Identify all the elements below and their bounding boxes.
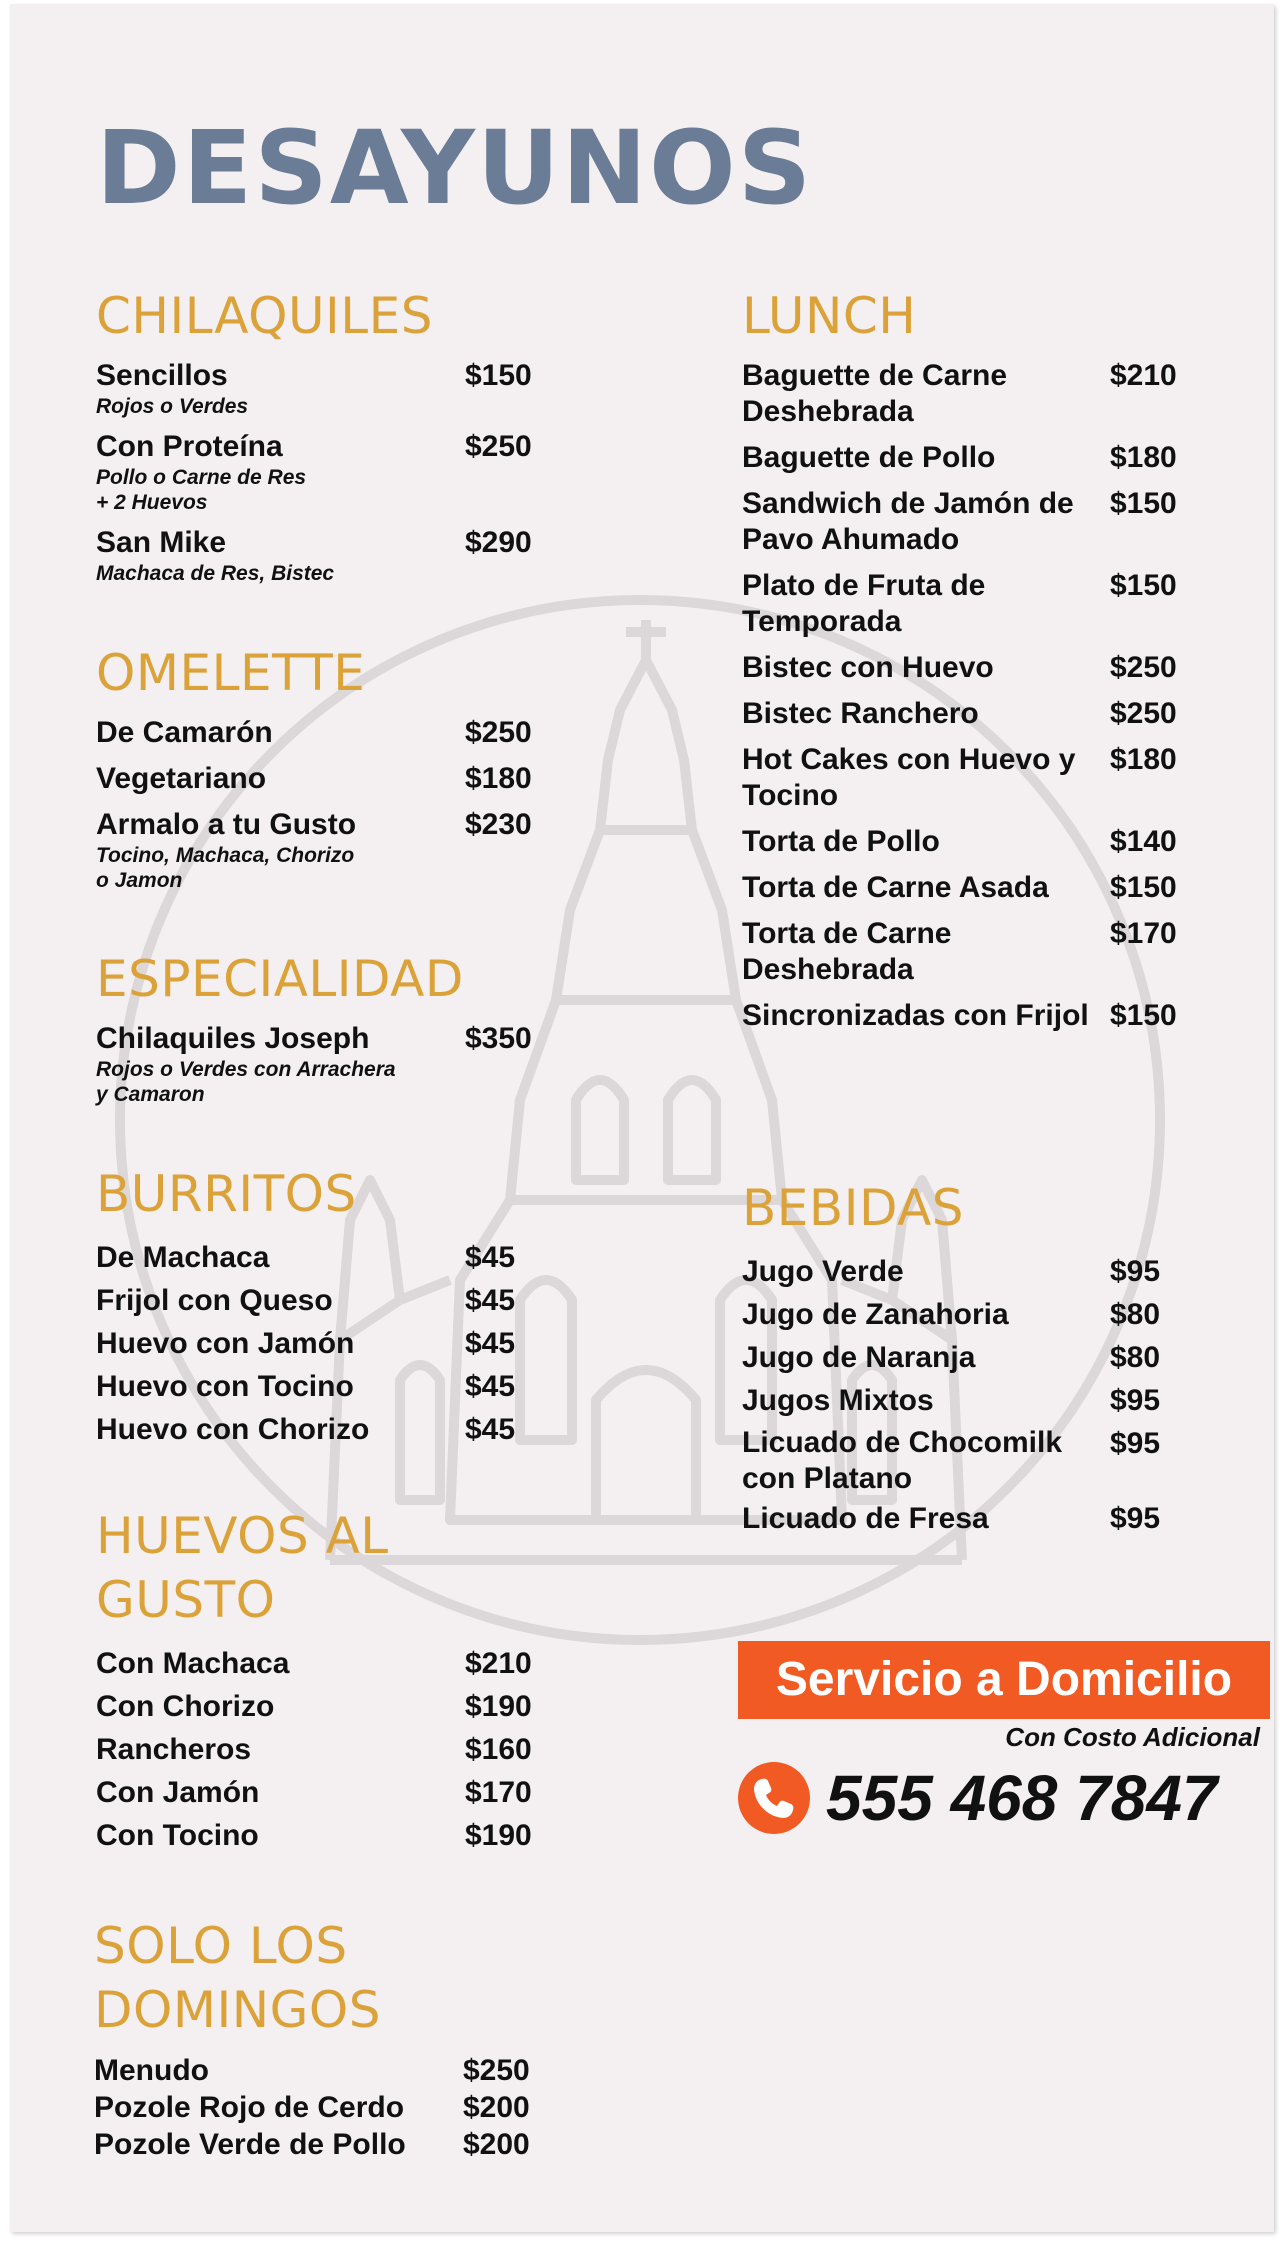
item-name: De Machaca xyxy=(96,1241,270,1274)
menu-item xyxy=(96,1642,566,1685)
item-name: Frijol con Queso xyxy=(96,1284,333,1317)
menu-item xyxy=(742,1250,1212,1293)
item-description: Machaca de Res, Bistec xyxy=(96,562,335,585)
item-price: $230 xyxy=(465,808,532,841)
item-name: Con Proteína xyxy=(96,430,283,463)
menu-item xyxy=(742,696,1212,732)
item-price: $290 xyxy=(465,526,532,559)
phone-icon xyxy=(738,1762,810,1834)
menu-item xyxy=(742,1336,1212,1379)
menu-item xyxy=(742,568,1212,640)
item-name: Baguette de Pollo xyxy=(742,441,996,474)
section-heading xyxy=(94,1914,564,2042)
menu-item xyxy=(96,1771,566,1814)
item-description: Rojos o Verdes con Arrachera y Camaron xyxy=(96,1058,396,1106)
item-price: $45 xyxy=(465,1241,516,1274)
section-heading: ESPECIALIDAD xyxy=(96,950,464,1008)
item-price: $45 xyxy=(465,1284,516,1317)
item-name: Jugo Verde xyxy=(742,1255,904,1288)
item-price: $45 xyxy=(465,1370,516,1403)
section-especialidad xyxy=(96,947,566,1117)
item-price: $80 xyxy=(1110,1298,1161,1331)
item-name: San Mike xyxy=(96,526,227,559)
item-price: $45 xyxy=(465,1413,516,1446)
delivery-note: Con Costo Adicional xyxy=(1005,1722,1260,1752)
item-price: $140 xyxy=(1110,825,1177,858)
section-solo-los-domingos xyxy=(94,1914,564,2163)
item-price: $160 xyxy=(465,1733,532,1766)
item-name: Jugos Mixtos xyxy=(742,1384,934,1417)
section-chilaquiles xyxy=(96,284,566,596)
section-heading: OMELETTE xyxy=(96,644,366,702)
item-name: Bistec con Huevo xyxy=(742,651,994,684)
item-price: $180 xyxy=(1110,441,1177,474)
item-price: $210 xyxy=(465,1647,532,1680)
item-price: $95 xyxy=(1110,1384,1161,1417)
item-price: $350 xyxy=(465,1022,532,1055)
section-heading xyxy=(96,1504,566,1632)
item-price: $250 xyxy=(465,430,532,463)
menu-item xyxy=(742,486,1212,558)
menu-item xyxy=(96,807,566,893)
section-lunch xyxy=(742,284,1212,1044)
item-description: Pollo o Carne de Res + 2 Huevos xyxy=(96,466,307,514)
menu-item xyxy=(742,1293,1212,1336)
item-name: Sincronizadas con Frijol xyxy=(742,999,1089,1032)
item-price: $190 xyxy=(465,1690,532,1723)
menu-item xyxy=(742,870,1212,906)
menu-item xyxy=(742,1422,1212,1497)
menu-item xyxy=(96,525,566,586)
item-name: Sencillos xyxy=(96,359,228,392)
item-name: Jugo de Zanahoria xyxy=(742,1298,1009,1331)
section-heading: LUNCH xyxy=(742,287,917,345)
item-price: $95 xyxy=(1110,1427,1161,1460)
section-burritos xyxy=(96,1162,566,1451)
item-name: Rancheros xyxy=(96,1733,252,1766)
menu-item xyxy=(96,1685,566,1728)
item-price: $150 xyxy=(1110,569,1177,602)
menu-item xyxy=(96,1021,566,1107)
menu-item xyxy=(96,429,566,515)
menu-item xyxy=(96,1322,566,1365)
section-bebidas xyxy=(742,1176,1212,1540)
menu-item xyxy=(96,1814,566,1857)
item-name: Vegetariano xyxy=(96,762,267,795)
menu-item xyxy=(742,358,1212,430)
item-price: $200 xyxy=(463,2128,530,2161)
menu-item xyxy=(96,358,566,419)
section-heading: BEBIDAS xyxy=(742,1179,965,1237)
item-price: $170 xyxy=(1110,917,1177,950)
menu-title: DESAYUNOS xyxy=(96,109,814,228)
item-name: Baguette de Carne Deshebrada xyxy=(742,359,1008,428)
item-name: Torta de Carne Asada xyxy=(742,871,1049,904)
item-name: Bistec Ranchero xyxy=(742,697,979,730)
item-price: $190 xyxy=(465,1819,532,1852)
item-name: Plato de Fruta de Temporada xyxy=(742,569,986,638)
item-price: $210 xyxy=(1110,359,1177,392)
item-name: Con Machaca xyxy=(96,1647,290,1680)
menu-item xyxy=(96,1408,566,1451)
item-name: Menudo xyxy=(94,2054,209,2087)
item-price: $150 xyxy=(1110,999,1177,1032)
item-name: Con Jamón xyxy=(96,1776,260,1809)
item-name: Pozole Rojo de Cerdo xyxy=(94,2091,405,2124)
menu-item xyxy=(742,440,1212,476)
menu-item xyxy=(96,1236,566,1279)
menu-item xyxy=(742,916,1212,988)
menu-item xyxy=(742,1497,1212,1540)
item-name: Sandwich de Jamón de Pavo Ahumado xyxy=(742,487,1074,556)
item-name: Hot Cakes con Huevo y Tocino xyxy=(742,743,1076,812)
item-description: Rojos o Verdes xyxy=(96,395,249,418)
item-price: $250 xyxy=(463,2054,530,2087)
item-price: $45 xyxy=(465,1327,516,1360)
item-price: $250 xyxy=(465,716,532,749)
menu-item xyxy=(94,2126,564,2163)
item-price: $95 xyxy=(1110,1255,1161,1288)
menu-item xyxy=(96,1365,566,1408)
menu-item xyxy=(94,2052,564,2089)
item-price: $200 xyxy=(463,2091,530,2124)
item-name: Jugo de Naranja xyxy=(742,1341,976,1374)
section-heading: BURRITOS xyxy=(96,1165,357,1223)
heading-line: HUEVOS AL xyxy=(96,1507,389,1565)
item-price: $250 xyxy=(1110,697,1177,730)
menu-item xyxy=(742,998,1212,1034)
heading-line: GUSTO xyxy=(96,1571,276,1629)
delivery-banner: Servicio a Domicilio xyxy=(738,1641,1270,1719)
item-name: Armalo a tu Gusto xyxy=(96,808,357,841)
menu-item xyxy=(96,761,566,797)
heading-line: SOLO LOS xyxy=(94,1917,348,1975)
item-name: Huevo con Tocino xyxy=(96,1370,354,1403)
item-price: $180 xyxy=(465,762,532,795)
menu-item xyxy=(96,1279,566,1322)
item-name: Huevo con Chorizo xyxy=(96,1413,370,1446)
item-name: Pozole Verde de Pollo xyxy=(94,2128,406,2161)
item-price: $95 xyxy=(1110,1502,1161,1535)
menu-item xyxy=(742,824,1212,860)
menu-item xyxy=(94,2089,564,2126)
item-name: Torta de Carne Deshebrada xyxy=(742,917,952,986)
item-description: Tocino, Machaca, Chorizo o Jamon xyxy=(96,844,355,892)
item-price: $150 xyxy=(465,359,532,392)
menu-item xyxy=(96,715,566,751)
item-name: Con Chorizo xyxy=(96,1690,275,1723)
menu-item xyxy=(96,1728,566,1771)
menu-item xyxy=(742,742,1212,814)
phone-number[interactable]: 555 468 7847 xyxy=(826,1762,1218,1834)
item-name: Licuado de Chocomilk con Platano xyxy=(742,1426,1063,1495)
section-huevos-al-gusto xyxy=(96,1504,566,1857)
item-name: Chilaquiles Joseph xyxy=(96,1022,370,1055)
item-name: De Camarón xyxy=(96,716,273,749)
item-name: Huevo con Jamón xyxy=(96,1327,355,1360)
menu-item xyxy=(742,650,1212,686)
heading-line: DOMINGOS xyxy=(94,1981,381,2039)
menu-item xyxy=(742,1379,1212,1422)
item-name: Licuado de Fresa xyxy=(742,1502,989,1535)
item-name: Con Tocino xyxy=(96,1819,259,1852)
item-price: $80 xyxy=(1110,1341,1161,1374)
item-name: Torta de Pollo xyxy=(742,825,940,858)
section-heading: CHILAQUILES xyxy=(96,287,433,345)
item-price: $180 xyxy=(1110,743,1177,776)
item-price: $250 xyxy=(1110,651,1177,684)
item-price: $150 xyxy=(1110,487,1177,520)
item-price: $150 xyxy=(1110,871,1177,904)
item-price: $170 xyxy=(465,1776,532,1809)
section-omelette xyxy=(96,641,566,903)
